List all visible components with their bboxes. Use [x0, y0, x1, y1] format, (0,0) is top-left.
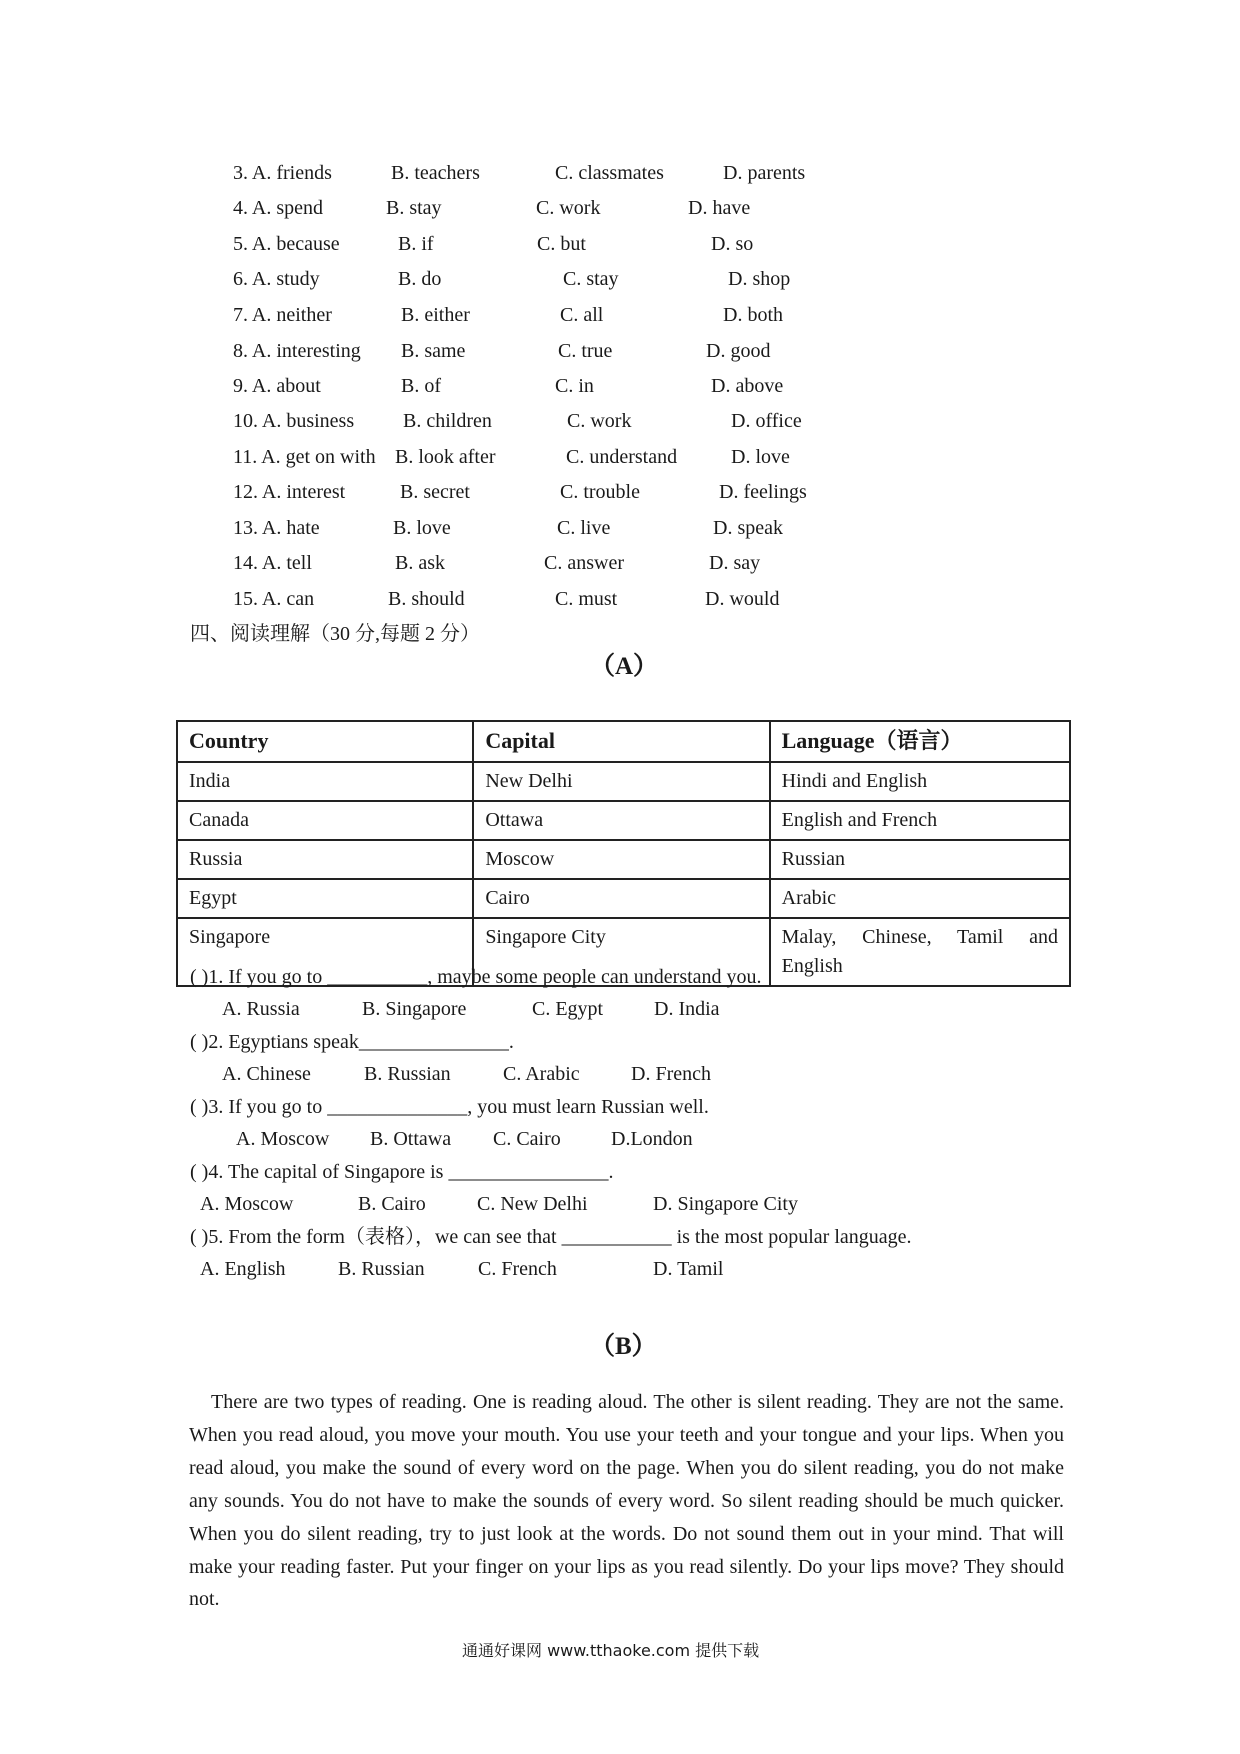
option-9c: C. in: [555, 375, 594, 397]
question-3-option-c: C. Cairo: [493, 1128, 561, 1150]
option-7b: B. either: [401, 304, 470, 326]
cell-language: English and French: [770, 801, 1070, 840]
option-8b: B. same: [401, 340, 466, 362]
cell-language: Russian: [770, 840, 1070, 879]
option-8a: 8. A. interesting: [233, 340, 361, 362]
option-14b: B. ask: [395, 552, 445, 574]
option-6d: D. shop: [728, 268, 791, 290]
question-4-stem: ( )4. The capital of Singapore is ________________.: [190, 1161, 614, 1183]
option-4a: 4. A. spend: [233, 197, 323, 219]
option-3c: C. classmates: [555, 162, 664, 184]
option-8d: D. good: [706, 340, 771, 362]
option-14d: D. say: [709, 552, 761, 574]
option-15d: D. would: [705, 588, 780, 610]
question-3-stem: ( )3. If you go to ______________, you must learn Russian well.: [190, 1096, 709, 1118]
option-10d: D. office: [731, 410, 802, 432]
option-15b: B. should: [388, 588, 465, 610]
option-3d: D. parents: [723, 162, 806, 184]
option-13b: B. love: [393, 517, 451, 539]
question-4-option-c: C. New Delhi: [477, 1193, 588, 1215]
cell-country: Russia: [177, 840, 473, 879]
option-11a: 11. A. get on with: [233, 446, 376, 468]
table-row: [177, 879, 1070, 918]
question-1-option-d: D. India: [654, 998, 720, 1020]
question-2-option-a: A. Chinese: [222, 1063, 311, 1085]
option-13a: 13. A. hate: [233, 517, 320, 539]
question-1-option-b: B. Singapore: [362, 998, 467, 1020]
option-7a: 7. A. neither: [233, 304, 332, 326]
header-country: Country: [177, 721, 473, 762]
cell-country: Singapore: [177, 918, 473, 986]
question-2-option-d: D. French: [631, 1063, 711, 1085]
option-9d: D. above: [711, 375, 784, 397]
passage-b: There are two types of reading. One is reading aloud. The other is silent reading. They are not the same. When you read aloud, you move your mouth. You use your teeth and your tongue and your lips. When you read aloud, you make the sound of every word on the page. When you do silent reading, you do not make any sounds. You do not have to make the sounds of every word. So silent reading should be much quicker. When you do silent reading, try to just look at the words. Do not sound them out in your mind. That will make your reading faster. Put your finger on your lips as you read silently. Do your lips move? They should not.: [189, 1391, 1064, 1611]
question-3-option-d: D.London: [611, 1128, 693, 1150]
header-capital: Capital: [473, 721, 769, 762]
question-1-option-a: A. Russia: [222, 998, 300, 1020]
table-row: [177, 762, 1070, 801]
option-14c: C. answer: [544, 552, 624, 574]
option-5b: B. if: [398, 233, 434, 255]
option-6a: 6. A. study: [233, 268, 320, 290]
option-4d: D. have: [688, 197, 751, 219]
option-15c: C. must: [555, 588, 618, 610]
option-11b: B. look after: [395, 446, 496, 468]
country-table: [176, 720, 1071, 987]
option-12c: C. trouble: [560, 481, 640, 503]
option-5d: D. so: [711, 233, 754, 255]
question-2-option-c: C. Arabic: [503, 1063, 580, 1085]
question-5-option-b: B. Russian: [338, 1258, 425, 1280]
page-footer: 通通好课网 www.tthaoke.com 提供下载: [462, 1641, 760, 1660]
option-9a: 9. A. about: [233, 375, 321, 397]
question-3-option-b: B. Ottawa: [370, 1128, 452, 1150]
header-language: Language（语言）: [770, 721, 1070, 762]
option-3a: 3. A. friends: [233, 162, 332, 184]
option-14a: 14. A. tell: [233, 552, 312, 574]
option-5c: C. but: [537, 233, 586, 255]
option-9b: B. of: [401, 375, 441, 397]
option-7c: C. all: [560, 304, 604, 326]
cell-capital: Ottawa: [473, 801, 769, 840]
cell-capital: Cairo: [473, 879, 769, 918]
option-5a: 5. A. because: [233, 233, 340, 255]
cell-capital: Moscow: [473, 840, 769, 879]
option-10c: C. work: [567, 410, 632, 432]
cell-country: Canada: [177, 801, 473, 840]
option-12b: B. secret: [400, 481, 470, 503]
section-a-title: （A）: [590, 653, 659, 680]
question-2-stem: ( )2. Egyptians speak_______________.: [190, 1031, 514, 1053]
cell-country: Egypt: [177, 879, 473, 918]
option-8c: C. true: [558, 340, 613, 362]
question-5-option-c: C. French: [478, 1258, 557, 1280]
cell-language: Arabic: [770, 879, 1070, 918]
option-10b: B. children: [403, 410, 492, 432]
option-6c: C. stay: [563, 268, 619, 290]
cell-language-line1: Malay, Chinese, Tamil and: [781, 925, 1058, 948]
option-13c: C. live: [557, 517, 611, 539]
question-3-option-a: A. Moscow: [236, 1128, 330, 1150]
cell-language-line2: English: [781, 954, 843, 977]
question-5-stem: ( )5. From the form（表格），we can see that ___________ is the most popular language.: [190, 1226, 912, 1248]
option-12d: D. feelings: [719, 481, 807, 503]
option-6b: B. do: [398, 268, 442, 290]
option-11c: C. understand: [566, 446, 678, 468]
reading-section-heading: 四、阅读理解（30 分,每题 2 分）: [190, 623, 480, 645]
cell-capital: Singapore City: [473, 918, 769, 986]
section-b-title: （B）: [590, 1333, 657, 1360]
option-4b: B. stay: [386, 197, 442, 219]
table-row: [177, 801, 1070, 840]
option-7d: D. both: [723, 304, 783, 326]
question-4-option-b: B. Cairo: [358, 1193, 426, 1215]
option-13d: D. speak: [713, 517, 783, 539]
question-5-option-d: D. Tamil: [653, 1258, 724, 1280]
cell-language: Hindi and English: [770, 762, 1070, 801]
question-2-option-b: B. Russian: [364, 1063, 451, 1085]
question-5-option-a: A. English: [200, 1258, 286, 1280]
cell-capital: New Delhi: [473, 762, 769, 801]
cell-language: [770, 918, 1070, 986]
question-1-option-c: C. Egypt: [532, 998, 604, 1020]
option-12a: 12. A. interest: [233, 481, 346, 503]
question-4-option-a: A. Moscow: [200, 1193, 294, 1215]
question-4-option-d: D. Singapore City: [653, 1193, 798, 1215]
table-header-row: [177, 721, 1070, 762]
option-10a: 10. A. business: [233, 410, 355, 432]
option-15a: 15. A. can: [233, 588, 315, 610]
table-row: [177, 840, 1070, 879]
option-3b: B. teachers: [391, 162, 480, 184]
option-11d: D. love: [731, 446, 790, 468]
question-1-stem: ( )1. If you go to __________, maybe some people can understand you.: [190, 966, 762, 988]
cell-country: India: [177, 762, 473, 801]
option-4c: C. work: [536, 197, 601, 219]
